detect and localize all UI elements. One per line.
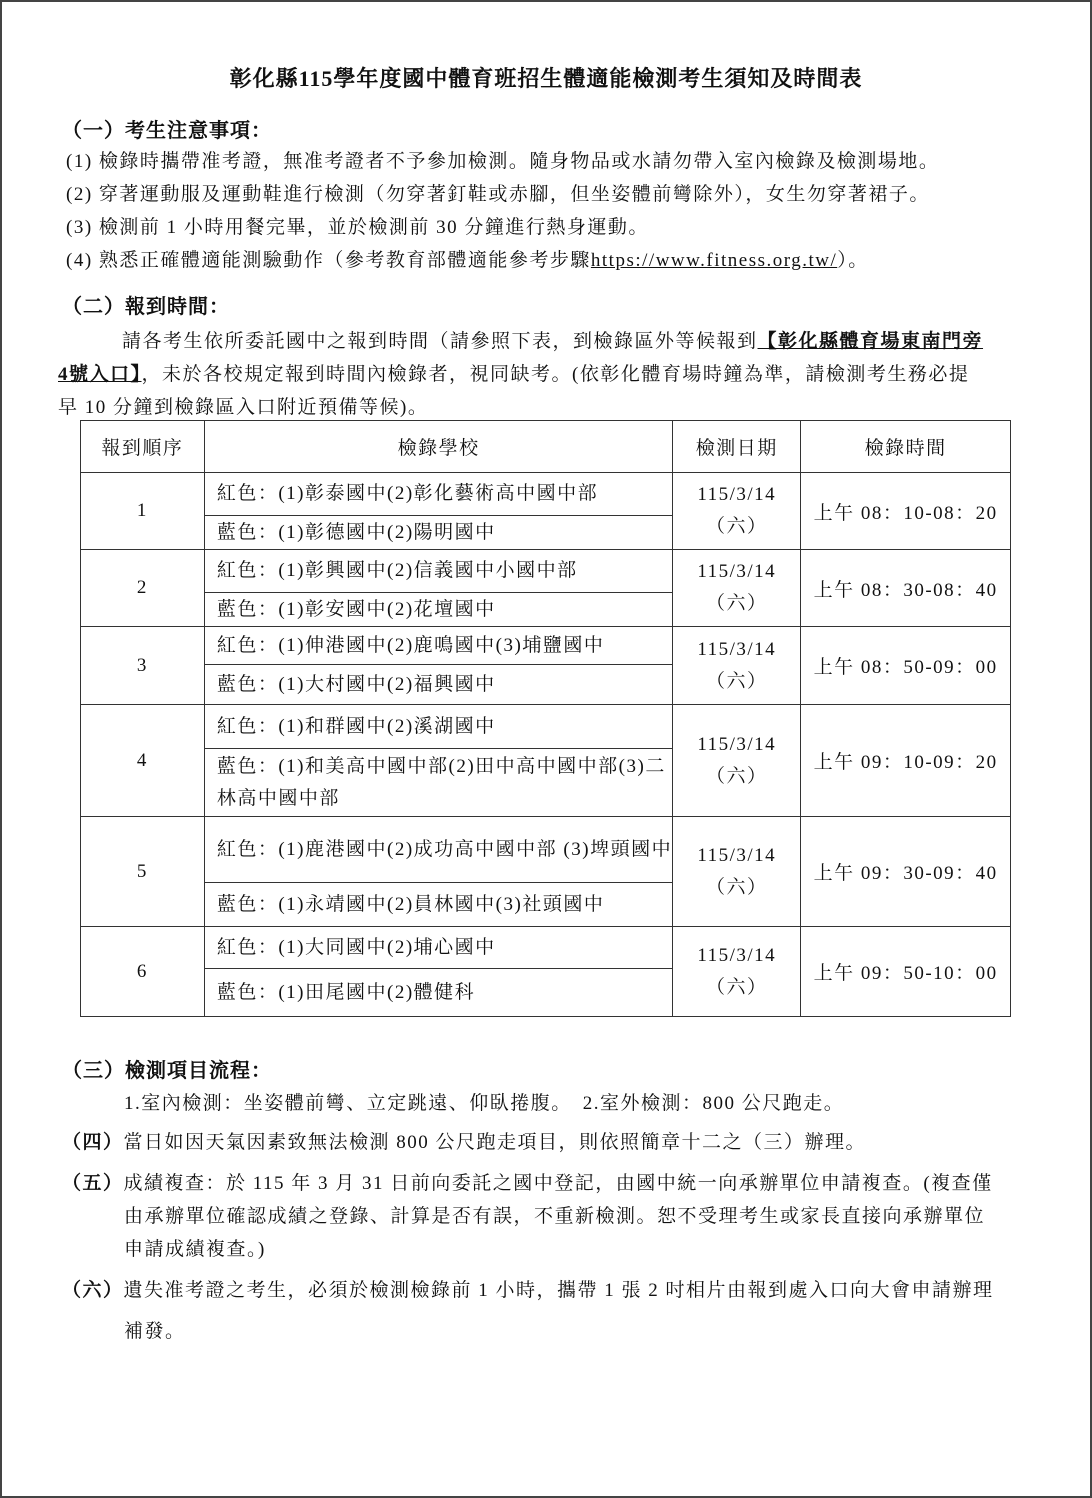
section6-line-2: 補發。 (124, 1321, 186, 1342)
notice-item-3: (3) 檢測前 1 小時用餐完畢，並於檢測前 30 分鐘進行熱身運動。 (66, 217, 649, 238)
red-group-cell: 紅色：(1)伸港國中(2)鹿鳴國中(3)埔鹽國中 (204, 627, 672, 665)
notice-item-4-end: ）。 (837, 250, 869, 271)
order-cell: 1 (81, 473, 205, 550)
weekday: （六） (705, 516, 768, 537)
time-cell: 上午 08：10-08：20 (801, 473, 1011, 550)
report-text-2: ，未於各校規定報到時間內檢錄者，視同缺考。(依彰化體育場時鐘為準，請檢測考生務必提 (141, 364, 970, 385)
time-cell: 上午 08：50-09：00 (801, 627, 1011, 705)
weekday: （六） (705, 670, 768, 692)
date: 115/3/14 (697, 638, 777, 660)
schedule-table (80, 420, 1011, 1017)
date: 115/3/14 (697, 484, 777, 505)
section2-heading: （二）報到時間： (62, 296, 230, 318)
table-row (81, 705, 1011, 749)
section5-line-3: 申請成績複查。) (124, 1239, 266, 1260)
blue-group-cell: 藍色：(1)彰安國中(2)花壇國中 (204, 593, 672, 627)
date-cell (673, 473, 801, 550)
red-group-cell: 紅色：(1)彰泰國中(2)彰化藝術高中國中部 (204, 473, 672, 516)
time-cell: 上午 09：10-09：20 (801, 705, 1011, 817)
header-time: 檢錄時間 (801, 421, 1011, 473)
date: 115/3/14 (697, 561, 777, 582)
table-row (81, 550, 1011, 593)
notice-item-4 (66, 245, 869, 272)
document-title: 彰化縣115學年度國中體育班招生體適能檢測考生須知及時間表 (229, 66, 863, 91)
order-cell: 5 (81, 817, 205, 927)
time-cell: 上午 08：30-08：40 (801, 550, 1011, 627)
section4-label: （四） (62, 1132, 124, 1153)
table-row (81, 927, 1011, 969)
section1-heading: （一）考生注意事項： (62, 120, 272, 142)
report-entrance: 4號入口】 (58, 364, 142, 385)
section6-label: （六） (62, 1280, 124, 1301)
blue-group-cell: 藍色：(1)大村國中(2)福興國中 (204, 665, 672, 705)
section5-line-2: 由承辦單位確認成績之登錄、計算是否有誤，不重新檢測。恕不受理考生或家長直接向承辦單位 (124, 1206, 986, 1227)
order-cell: 4 (81, 705, 205, 817)
order-cell: 2 (81, 550, 205, 627)
table-row (81, 473, 1011, 516)
order-cell: 3 (81, 627, 205, 705)
time-cell: 上午 09：50-10：00 (801, 927, 1011, 1017)
report-paragraph-line-3: 早 10 分鐘到檢錄區入口附近預備等候)。 (58, 397, 429, 418)
blue-group-cell: 藍色：(1)和美高中國中部(2)田中高中國中部(3)二林高中國中部 (204, 749, 672, 817)
order-cell: 6 (81, 927, 205, 1017)
red-group-cell: 紅色：(1)彰興國中(2)信義國中小國中部 (204, 550, 672, 593)
blue-group-cell: 藍色：(1)田尾國中(2)體健科 (204, 969, 672, 1017)
date-cell (673, 550, 801, 627)
notice-item-1: (1) 檢錄時攜帶准考證，無准考證者不予參加檢測。隨身物品或水請勿帶入室內檢錄及檢測場地。 (66, 151, 940, 172)
section5-label: （五） (62, 1173, 124, 1194)
time-cell: 上午 09：30-09：40 (801, 817, 1011, 927)
section4-text: 當日如因天氣因素致無法檢測 800 公尺跑走項目，則依照簡章十二之（三）辦理。 (123, 1132, 867, 1153)
section4 (62, 1127, 866, 1154)
date-cell (673, 817, 801, 927)
header-school: 檢錄學校 (204, 421, 672, 473)
blue-group-cell: 藍色：(1)永靖國中(2)員林國中(3)社頭國中 (204, 883, 672, 927)
table-row (81, 627, 1011, 665)
date: 115/3/14 (697, 733, 777, 755)
red-group-cell: 紅色：(1)鹿港國中(2)成功高中國中部 (3)埤頭國中 (204, 817, 672, 883)
blue-group-cell: 藍色：(1)彰德國中(2)陽明國中 (204, 516, 672, 550)
table-row (81, 817, 1011, 883)
notice-item-4-text: (4) 熟悉正確體適能測驗動作（參考教育部體適能參考步驟 (66, 250, 591, 271)
date: 115/3/14 (697, 844, 777, 866)
date: 115/3/14 (697, 944, 777, 966)
weekday: （六） (705, 976, 768, 998)
section3-heading: （三）檢測項目流程： (62, 1060, 272, 1082)
test-items: 1.室內檢測：坐姿體前彎、立定跳遠、仰臥捲腹。 2.室外檢測：800 公尺跑走。 (124, 1093, 845, 1114)
table-header-row (81, 421, 1011, 473)
date-cell (673, 627, 801, 705)
report-paragraph-line-2 (58, 359, 969, 386)
report-text: 請各考生依所委託國中之報到時間（請參照下表，到檢錄區外等候報到 (122, 331, 758, 352)
weekday: （六） (705, 593, 768, 614)
section6-text: 遺失准考證之考生，必須於檢測檢錄前 1 小時，攜帶 1 張 2 吋相片由報到處入口向大會申請辦理 (123, 1280, 994, 1301)
notice-item-2: (2) 穿著運動服及運動鞋進行檢測（勿穿著釘鞋或赤腳，但坐姿體前彎除外），女生勿穿著裙子。 (66, 184, 930, 205)
section6-line-1 (62, 1275, 994, 1302)
section5-text: 成績複查：於 115 年 3 月 31 日前向委託之國中登記，由國中統一向承辦單位申請複查。(複查僅 (123, 1173, 993, 1194)
report-location: 【彰化縣體育場東南門旁 (757, 331, 984, 352)
header-date: 檢測日期 (673, 421, 801, 473)
fitness-link[interactable]: https://www.fitness.org.tw/ (590, 250, 838, 271)
report-paragraph-line-1 (122, 326, 983, 353)
red-group-cell: 紅色：(1)和群國中(2)溪湖國中 (204, 705, 672, 749)
header-order: 報到順序 (81, 421, 205, 473)
section5-line-1 (62, 1168, 993, 1195)
weekday: （六） (705, 765, 768, 787)
date-cell (673, 705, 801, 817)
weekday: （六） (705, 876, 768, 898)
date-cell (673, 927, 801, 1017)
red-group-cell: 紅色：(1)大同國中(2)埔心國中 (204, 927, 672, 969)
